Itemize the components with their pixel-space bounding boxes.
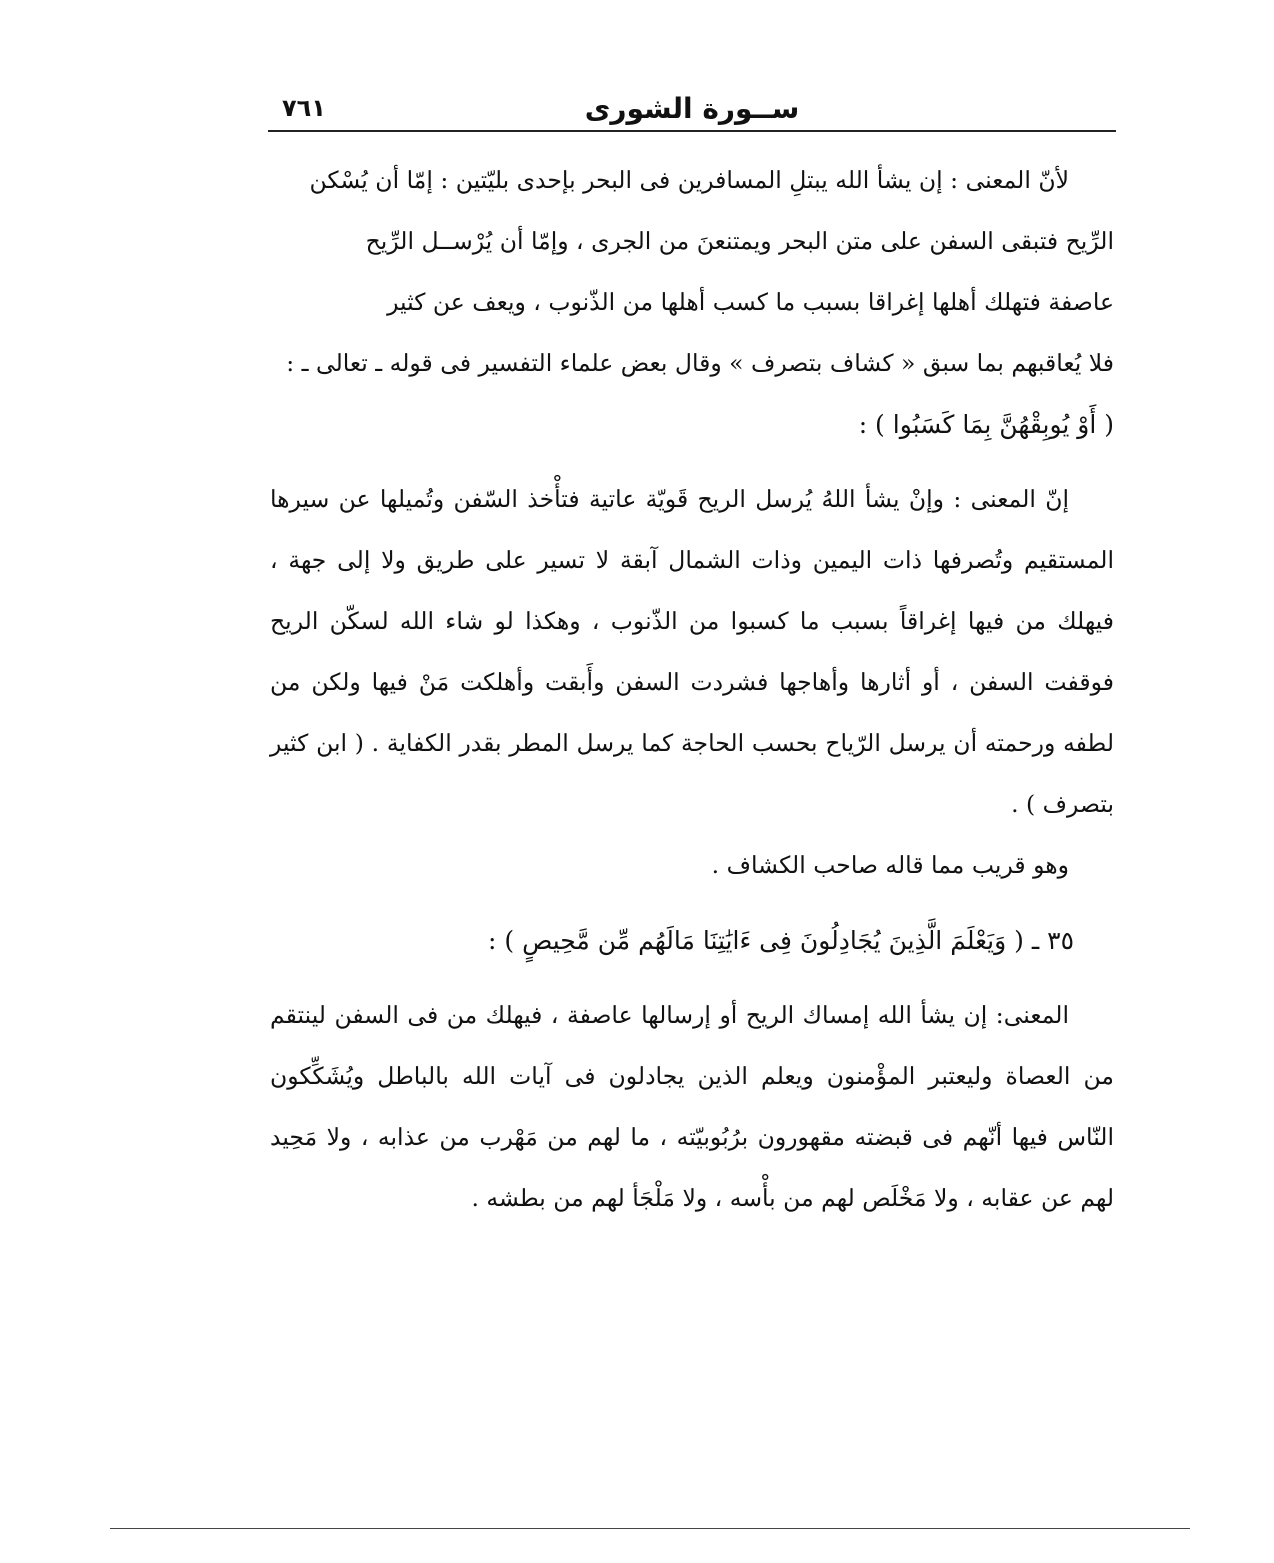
running-title: ســورة الشورى: [584, 92, 800, 125]
paragraph-1-line-2: الرِّيح فتبقى السفن على متن البحر ويمتنعنَ من الجرى ، وإمّا أن يُرْســل الرِّيح: [365, 227, 1114, 255]
page-number: ٧٦١: [282, 94, 326, 122]
page-body: [270, 150, 1114, 1229]
paragraph-3: وهو قريب مما قاله صاحب الكشاف .: [711, 851, 1069, 879]
paragraph-1-line-4: فلا يُعاقبهم بما سبق « كشاف بتصرف » وقال بعض علماء التفسير فى قوله ـ تعالى ـ :: [286, 349, 1114, 377]
header-rule: [268, 130, 1116, 132]
footer-rule: [110, 1528, 1190, 1529]
page-header: [268, 92, 1116, 132]
paragraph-1-line-3: عاصفة فتهلك أهلها إغراقا بسبب ما كسب أهلها من الذّنوب ، ويعف عن كثير: [387, 288, 1114, 316]
paragraph-1-line-1: لأنّ المعنى : إن يشأ الله يبتلِ المسافرين فى البحر بإحدى بليّتين : إمّا أن يُسْكن: [309, 166, 1069, 194]
paragraph-4: المعنى: إن يشأ الله إمساك الريح أو إرسالها عاصفة ، فيهلك من فى السفن لينتقم من العصاة وليعتبر المؤْمنون ويعلم الذين يجادلون فى آيات الله بالباطل ويُشَكِّكون النّاس فيها أنّهم فى قبضته مقهورون برُبُوبيّته ، ما لهم من مَهْرب من عذابه ، ولا مَحِيد لهم عن عقابه ، ولا مَخْلَص لهم من بأْسه ، ولا مَلْجَأ لهم من بطشه .: [270, 1001, 1114, 1212]
verse-quote: ( أَوْ يُوبِقْهُنَّ بِمَا كَسَبُوا ) :: [858, 410, 1114, 439]
verse-heading-35: ٣٥ ـ ( وَيَعْلَمَ الَّذِينَ يُجَادِلُونَ فِى ءَايَٰتِنَا مَالَهُم مِّن مَّحِيصٍ ) :: [488, 926, 1074, 955]
paragraph-2: إنّ المعنى : وإنْ يشأ اللهُ يُرسل الريح قَويّة عاتية فتأْخذ السّفن وتُميلها عن سيرها المستقيم وتُصرفها ذات اليمين وذات الشمال آبقة لا تسير على طريق ولا إلى جهة ، فيهلك من فيها إغراقاً بسبب ما كسبوا من الذّنوب ، وهكذا لو شاء الله لسكّن الريح فوقفت السفن ، أو أثارها وأهاجها فشردت السفن وأَبقت وأهلكت مَنْ فيها ولكن من لطفه ورحمته أن يرسل الرّياح بحسب الحاجة كما يرسل المطر بقدر الكفاية . ( ابن كثير بتصرف ) .: [270, 485, 1114, 818]
